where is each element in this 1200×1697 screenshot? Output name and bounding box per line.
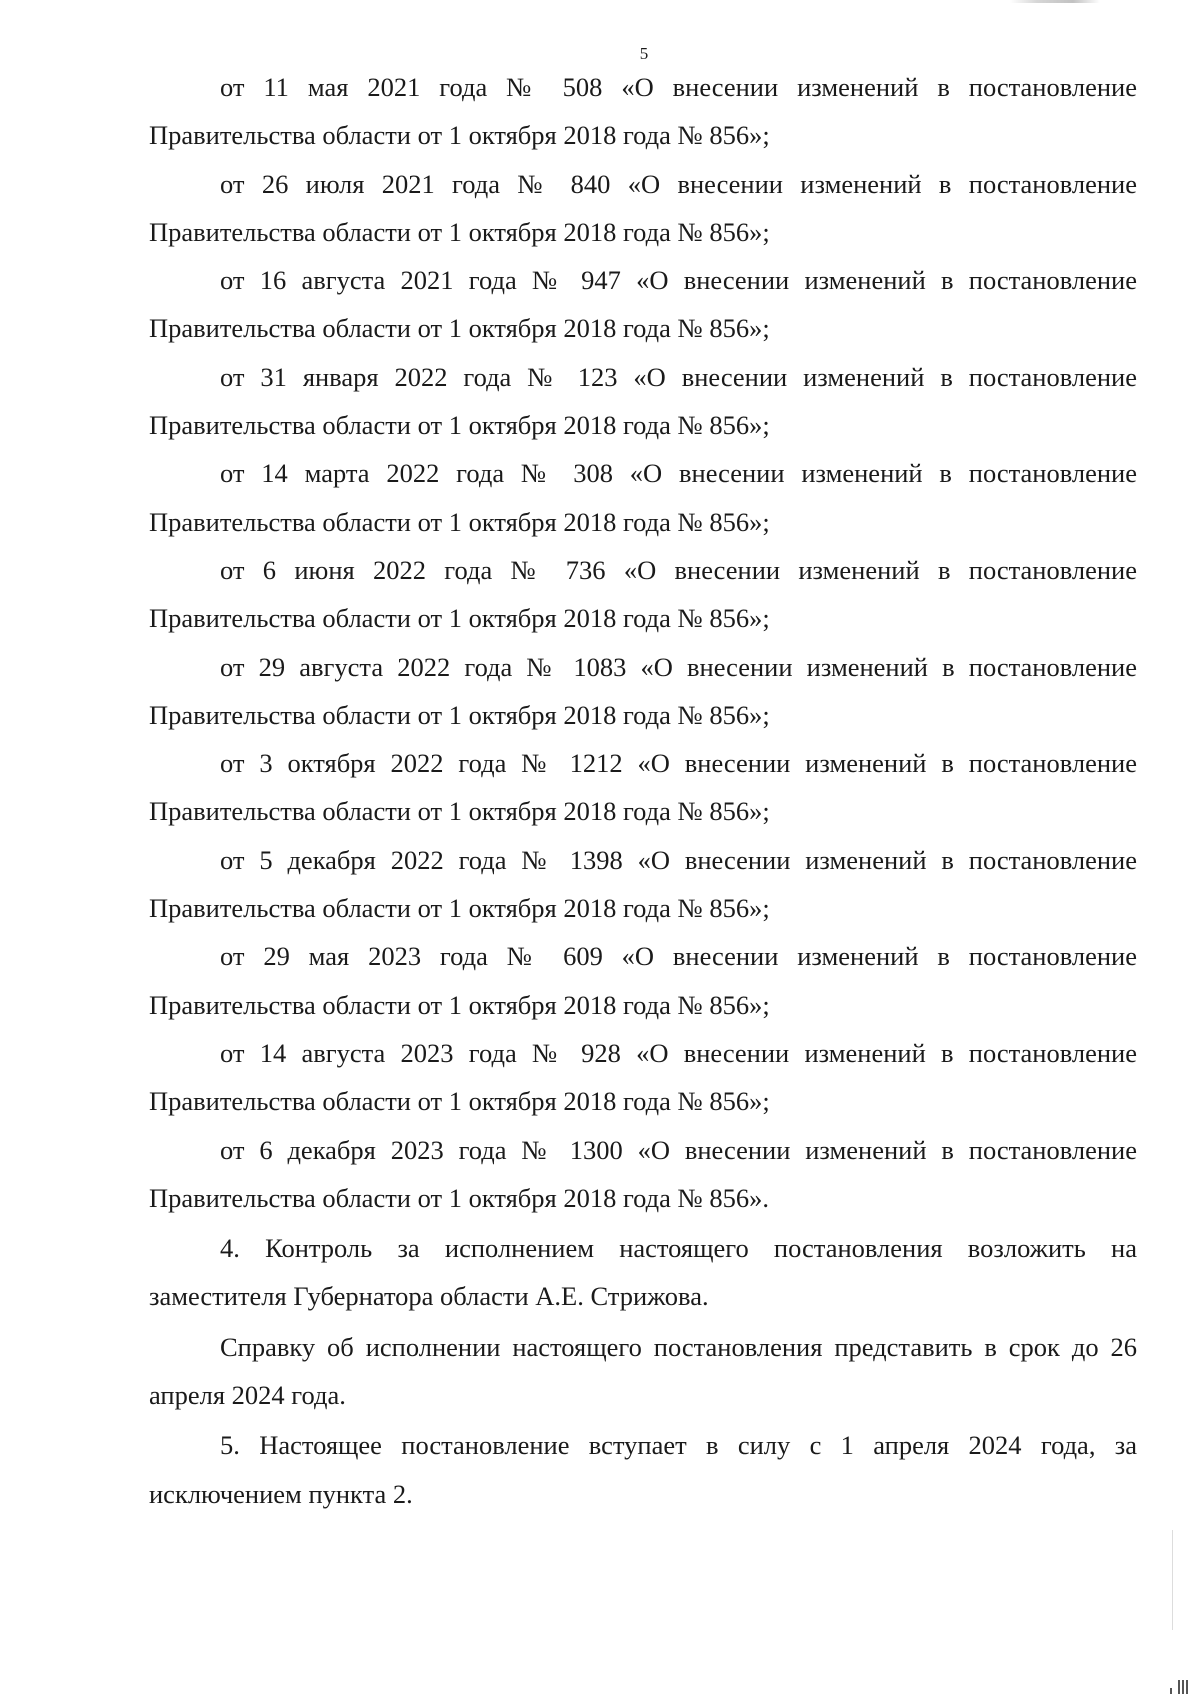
amendment-item-7: от 29 августа 2022 года № 1083 «О внесении изменений в постановление Правительства области от 1 октября 2018 года № 856»; — [149, 651, 1137, 730]
amendment-item-2: от 26 июля 2021 года № 840 «О внесении изменений в постановление Правительства области от 1 октября 2018 года № 856»; — [149, 168, 1137, 247]
document-body — [149, 63, 1137, 1518]
amendment-item-4: от 31 января 2022 года № 123 «О внесении изменений в постановление Правительства области от 1 октября 2018 года № 856»; — [149, 361, 1137, 441]
scan-artifact-line — [1172, 1530, 1173, 1630]
amendment-item-8: от 3 октября 2022 года № 1212 «О внесении изменений в постановление Правительства области от 1 октября 2018 года № 856»; — [149, 748, 1137, 827]
scan-corner-marks — [1168, 1680, 1198, 1694]
amendment-item-5: от 14 марта 2022 года № 308 «О внесении изменений в постановление Правительства области от 1 октября 2018 года № 856»; — [149, 458, 1137, 537]
page-number: 5 — [639, 44, 649, 63]
clause-5-effective-date: 5. Настоящее постановление вступает в силу с 1 апреля 2024 года, за исключением пункта 2. — [149, 1430, 1137, 1509]
amendment-item-10: от 29 мая 2023 года № 609 «О внесении изменений в постановление Правительства области от 1 октября 2018 года № 856»; — [149, 941, 1137, 1020]
amendment-item-11: от 14 августа 2023 года № 928 «О внесении изменений в постановление Правительства области от 1 октября 2018 года № 856»; — [149, 1037, 1137, 1117]
amendment-item-1: от 11 мая 2021 года № 508 «О внесении изменений в постановление Правительства области от 1 октября 2018 года № 856»; — [149, 72, 1137, 151]
amendment-item-9: от 5 декабря 2022 года № 1398 «О внесении изменений в постановление Правительства области от 1 октября 2018 года № 856»; — [149, 844, 1137, 924]
amendment-item-6: от 6 июня 2022 года № 736 «О внесении изменений в постановление Правительства области от 1 октября 2018 года № 856»; — [149, 554, 1137, 634]
clause-4-control: 4. Контроль за исполнением настоящего постановления возложить на заместителя Губернатора области А.Е. Стрижова. — [149, 1233, 1137, 1312]
amendment-item-12: от 6 декабря 2023 года № 1300 «О внесении изменений в постановление Правительства области от 1 октября 2018 года № 856». — [149, 1134, 1137, 1213]
amendment-item-3: от 16 августа 2021 года № 947 «О внесении изменений в постановление Правительства области от 1 октября 2018 года № 856»; — [149, 265, 1137, 344]
scan-edge-mark — [1010, 0, 1100, 3]
clause-4-report-deadline: Справку об исполнении настоящего постановления представить в срок до 26 апреля 2024 года. — [149, 1331, 1137, 1411]
